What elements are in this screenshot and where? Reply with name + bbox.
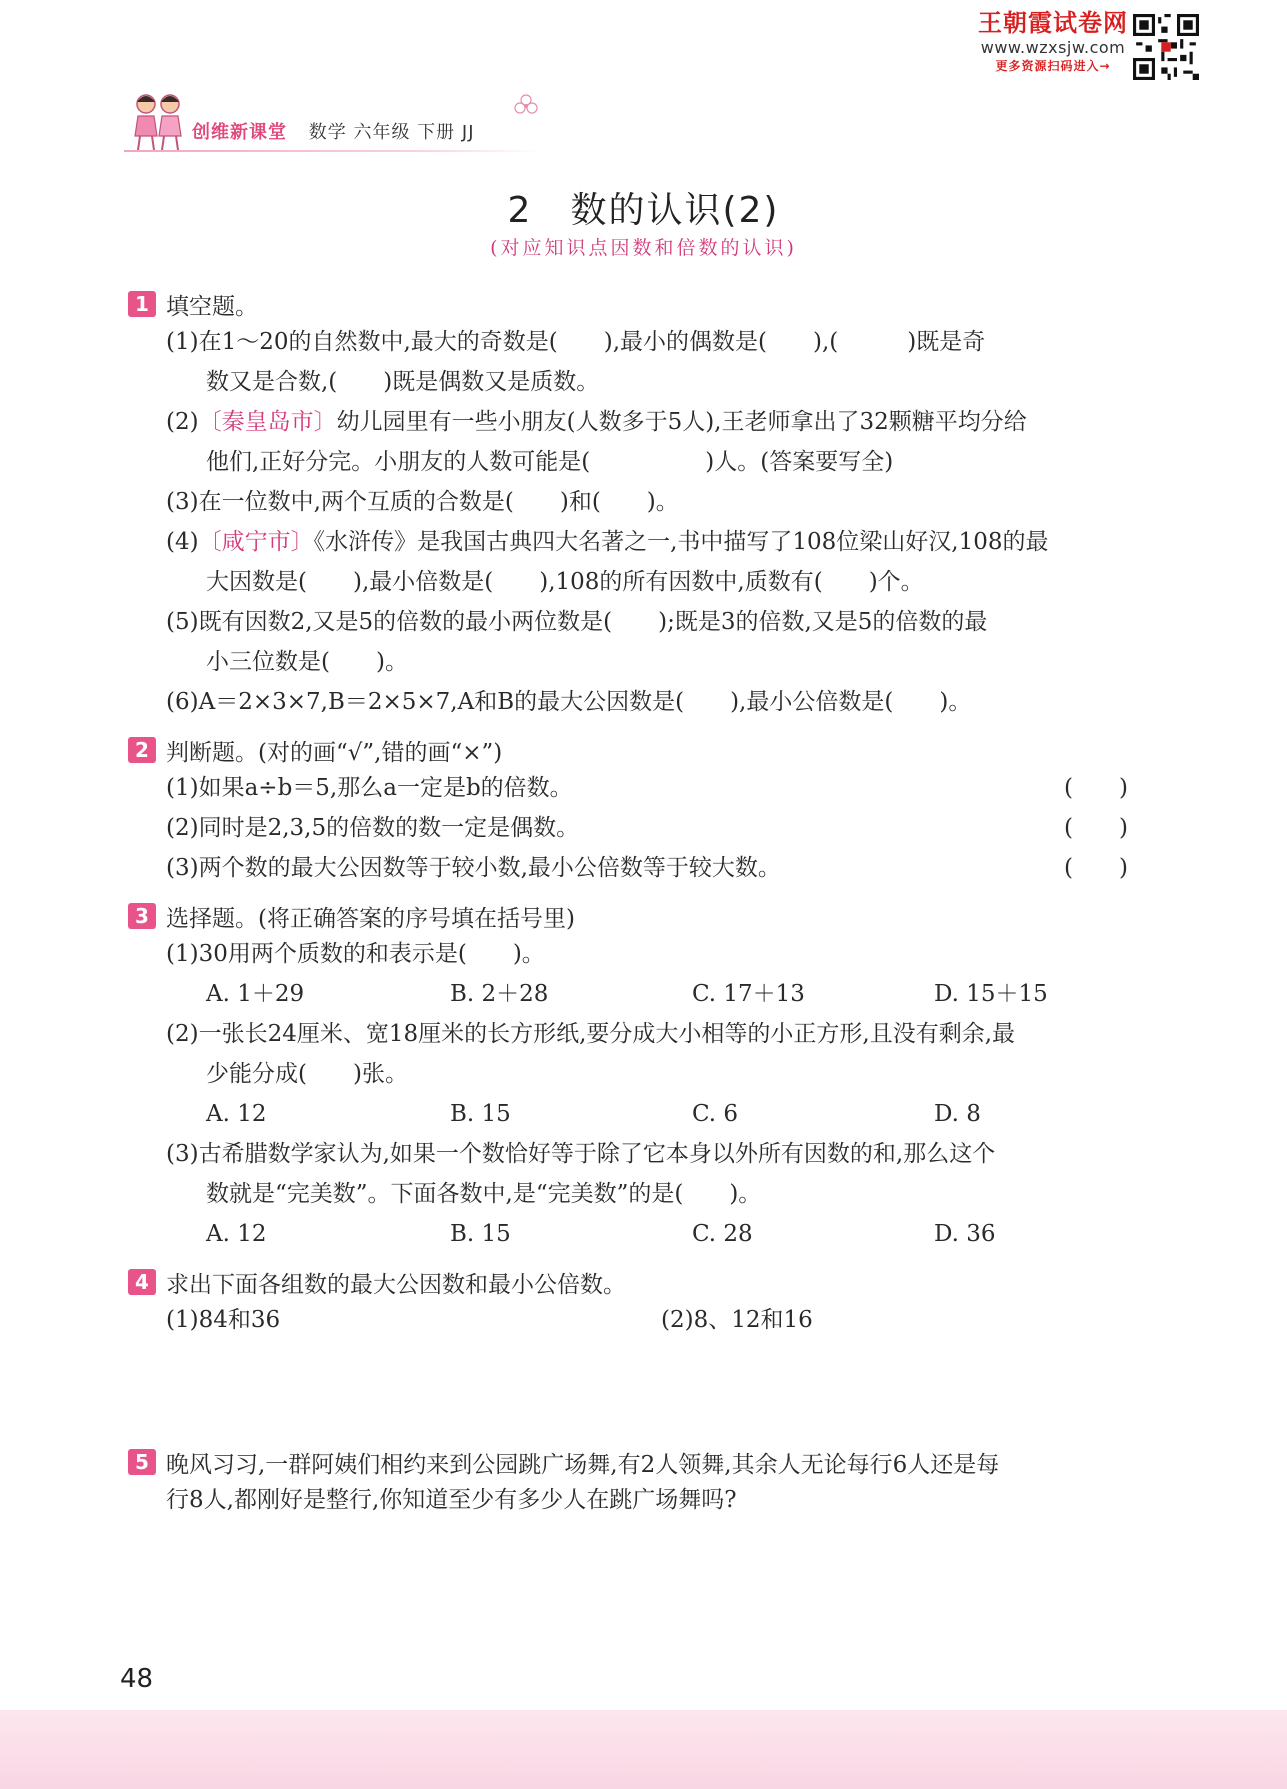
section-title: 判断题。(对的画“√”,错的画“×”) [166,739,503,766]
question-text: (3)古希腊数学家认为,如果一个数恰好等于除了它本身以外所有因数的和,那么这个 [166,1141,996,1167]
question-body: 幼儿园里有一些小朋友(人数多于5人),王老师拿出了32颗糖平均分给 [336,409,1027,435]
section-1-heading [128,286,1128,322]
question-text [166,522,1128,562]
section-title: 求出下面各组数的最大公因数和最小公倍数。 [166,1271,626,1298]
section-2-heading [128,732,1128,768]
answer-blank[interactable]: ( ) [1064,775,1128,801]
sub-question: (2)8、12和16 [661,1307,813,1333]
work-area[interactable] [128,1340,1128,1430]
options-row [206,1094,1128,1134]
option[interactable]: C. 17＋13 [692,981,805,1007]
qr-code-icon[interactable] [1133,14,1199,80]
section-5-heading [128,1444,1128,1480]
question-text: (2)一张长24厘米、宽18厘米的长方形纸,要分成大小相等的小正方形,且没有剩余,最 [166,1021,1016,1047]
judge-text: (1)如果a÷b＝5,那么a一定是b的倍数。 [166,775,573,801]
question-body: 《水浒传》是我国古典四大名著之一,书中描写了108位梁山好汉,108的最 [313,529,1049,555]
section-number-badge: 1 [128,291,156,317]
option[interactable]: D. 15＋15 [934,981,1048,1007]
section-number-badge: 3 [128,903,156,929]
section-title: 晚风习习,一群阿姨们相约来到公园跳广场舞,有2人领舞,其余人无论每行6人还是每 [166,1451,1000,1478]
question-text: 他们,正好分完。小朋友的人数可能是( )人。(答案要写全) [206,449,894,475]
section-number-badge: 2 [128,737,156,763]
footer-band [0,1710,1287,1789]
watermark-url: www.wzxsjw.com [980,38,1126,57]
question-text: (1)30用两个质数的和表示是( )。 [166,941,545,967]
section-title: 填空题。 [166,293,258,320]
worksheet-content [128,278,1128,1520]
question-number: (4) [166,529,199,555]
question-text: 数就是“完美数”。下面各数中,是“完美数”的是( )。 [206,1181,762,1207]
question-text: 少能分成( )张。 [206,1061,408,1087]
question-text: 数又是合数,( )既是偶数又是质数。 [206,369,600,395]
judge-item [166,768,1128,808]
option[interactable]: A. 12 [206,1101,267,1127]
region-tag: 〔秦皇岛市〕 [198,409,337,435]
book-header [192,118,475,144]
option[interactable]: D. 36 [934,1221,996,1247]
question-text: 大因数是( ),最小倍数是( ),108的所有因数中,质数有( )个。 [206,569,924,595]
judge-item [166,848,1128,888]
question-number: (2) [166,409,199,435]
judge-text: (3)两个数的最大公因数等于较小数,最小公倍数等于较大数。 [166,855,781,881]
options-row [206,1214,1128,1254]
watermark-tip: 更多资源扫码进入→ [995,59,1111,73]
question-text: 行8人,都刚好是整行,你知道至少有多少人在跳广场舞吗? [166,1487,737,1513]
section-4-heading [128,1264,1128,1300]
option[interactable]: B. 2＋28 [450,981,549,1007]
section-title: 选择题。(将正确答案的序号填在括号里) [166,905,575,932]
question-text [166,402,1128,442]
watermark [969,8,1137,74]
question-text: (5)既有因数2,又是5的倍数的最小两位数是( );既是3的倍数,又是5的倍数的最 [166,609,988,635]
judge-item [166,808,1128,848]
judge-text: (2)同时是2,3,5的倍数的数一定是偶数。 [166,815,580,841]
page-subtitle: (对应知识点因数和倍数的认识) [490,237,797,259]
option[interactable]: D. 8 [934,1101,981,1127]
options-row [206,974,1128,1014]
option[interactable]: B. 15 [450,1221,511,1247]
region-tag: 〔咸宁市〕 [198,529,314,555]
sub-question: (1)84和36 [166,1307,281,1333]
section-3-heading [128,898,1128,934]
option[interactable]: B. 15 [450,1101,511,1127]
option[interactable]: A. 12 [206,1221,267,1247]
header-divider [124,150,544,152]
question-text: (3)在一位数中,两个互质的合数是( )和( )。 [166,489,679,515]
question-text: (1)在1～20的自然数中,最大的奇数是( ),最小的偶数是( ),( )既是奇 [166,329,986,355]
answer-blank[interactable]: ( ) [1064,815,1128,841]
flower-decoration-icon [512,92,540,120]
answer-blank[interactable]: ( ) [1064,855,1128,881]
series-name: 创维新课堂 [192,122,287,143]
section-number-badge: 5 [128,1449,156,1475]
watermark-brand: 王朝霞试卷网 [978,9,1128,37]
option[interactable]: C. 6 [692,1101,739,1127]
book-info: 数学 六年级 下册 JJ [308,122,475,143]
section-number-badge: 4 [128,1269,156,1295]
page-title: 2 数的认识(2) [507,190,780,231]
kids-logo-icon [124,86,194,156]
question-text: 小三位数是( )。 [206,649,408,675]
question-text: (6)A＝2×3×7,B＝2×5×7,A和B的最大公因数是( ),最小公倍数是( )。 [166,689,972,715]
option[interactable]: A. 1＋29 [206,981,305,1007]
sub-questions [166,1300,1128,1340]
page-number: 48 [120,1664,154,1694]
option[interactable]: C. 28 [692,1221,753,1247]
